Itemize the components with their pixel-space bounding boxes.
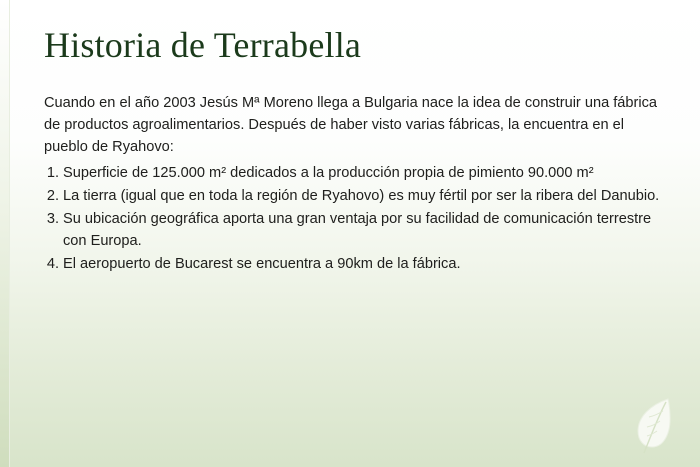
leaf-icon <box>630 397 674 455</box>
slide-body <box>44 92 660 276</box>
list-item: Superficie de 125.000 m² dedicados a la producción propia de pimiento 90.000 m² <box>63 164 594 181</box>
list-item: El aeropuerto de Bucarest se encuentra a 90km de la fábrica. <box>63 256 461 273</box>
slide-left-edge-accent <box>0 0 10 467</box>
page-title: Historia de Terrabella <box>44 25 362 65</box>
list-item: La tierra (igual que en toda la región de Ryahovo) es muy fértil por ser la ribera del Danubio. <box>63 187 660 204</box>
list-item: Su ubicación geográfica aporta una gran ventaja por su facilidad de comunicación terrestre con Europa. <box>63 210 652 250</box>
intro-paragraph: Cuando en el año 2003 Jesús Mª Moreno llega a Bulgaria nace la idea de construir una fábrica de productos agroalimentarios. Después de haber visto varias fábricas, la encuentra en el pueblo de Ryahovo: <box>44 95 658 156</box>
points-list <box>44 162 660 276</box>
